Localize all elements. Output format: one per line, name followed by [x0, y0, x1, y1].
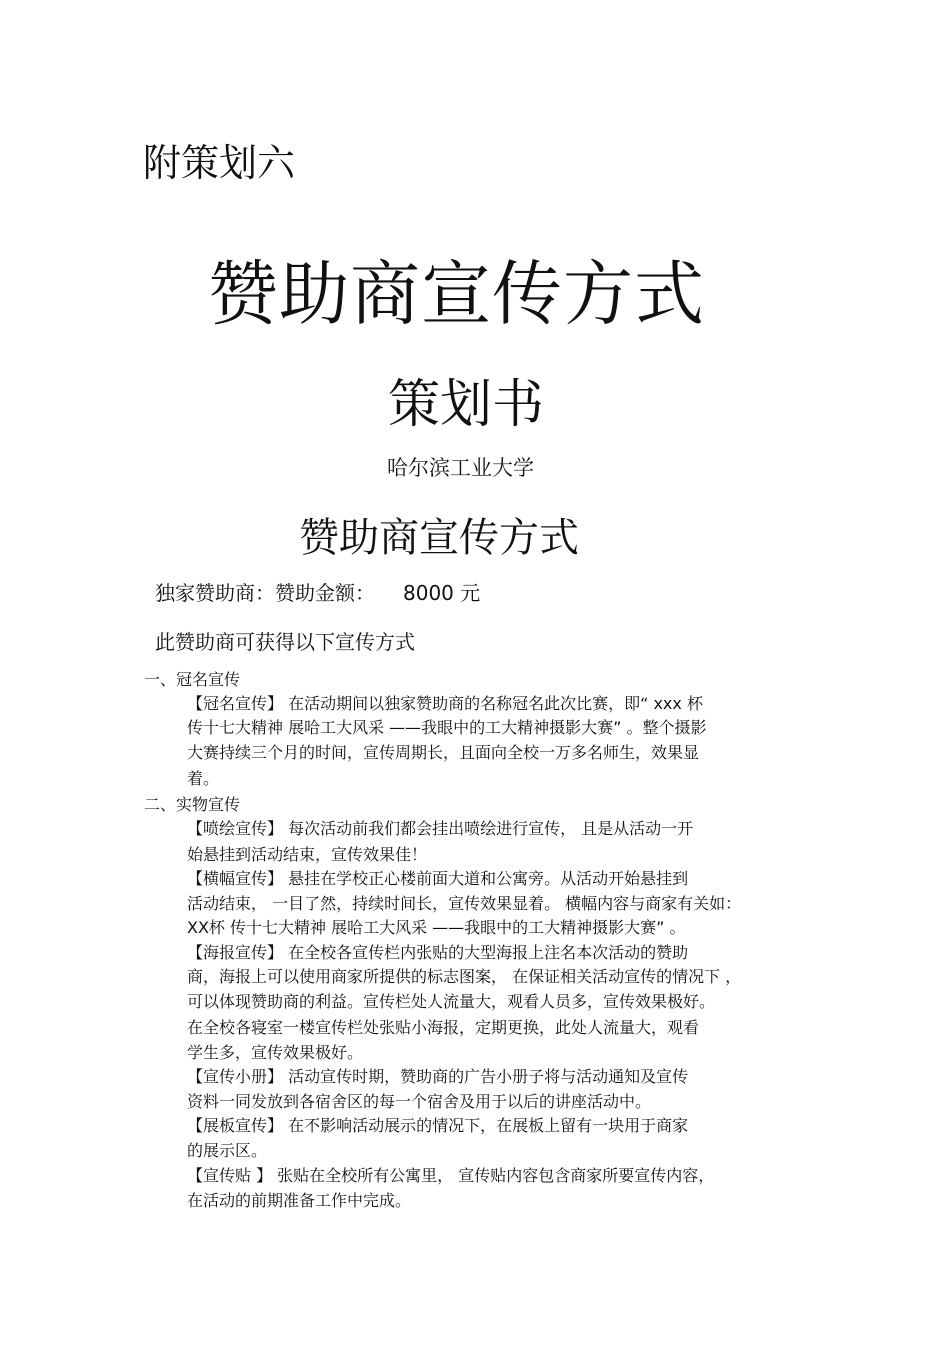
body-line: 【冠名宣传】 在活动期间以独家赞助商的名称冠名此次比赛，即“ xxx 杯 — [187, 694, 703, 713]
intro-text: 此赞助商可获得以下宣传方式 — [155, 630, 415, 654]
body-line: 商，海报上可以使用商家所提供的标志图案， 在保证相关活动宣传的情况下 ， — [187, 967, 742, 986]
main-title: 赞助商宣传方式 — [208, 253, 705, 335]
body-line: 【海报宣传】 在全校各宣传栏内张贴的大型海报上注名本次活动的赞助 — [187, 943, 689, 962]
body-line: 【喷绘宣传】 每次活动前我们都会挂出喷绘进行宣传， 且是从活动一开 — [187, 819, 694, 838]
body-line: 活动结束， 一目了然，持续时间长，宣传效果显着。 横幅内容与商家有关如： — [187, 894, 742, 913]
sponsor-label: 独家赞助商：赞助金额： — [155, 581, 375, 605]
sponsor-amount: 8000 元 — [403, 581, 481, 605]
body-line: 资料一同发放到各宿舍区的每一个宿舍及用于以后的讲座活动中。 — [187, 1092, 652, 1111]
body-line: 始悬挂到活动结束，宣传效果佳！ — [187, 845, 428, 864]
document-label: 附策划六 — [143, 141, 296, 185]
body-line: 在活动的前期准备工作中完成。 — [187, 1191, 412, 1210]
section-heading-physical: 二、实物宣传 — [144, 795, 241, 814]
sub-title: 策划书 — [388, 375, 545, 435]
section-heading-naming: 一、冠名宣传 — [144, 670, 241, 689]
body-line: 【宣传贴 】 张贴在全校所有公寓里， 宣传贴内容包含商家所要宣传内容， — [187, 1166, 715, 1185]
body-line: 学生多，宣传效果极好。 — [187, 1043, 364, 1062]
body-line: XX杯 传十七大精神 展哈工大风采 ——我眼中的工大精神摄影大赛” 。 — [187, 918, 686, 937]
body-line: 传十七大精神 展哈工大风采 ——我眼中的工大精神摄影大赛” 。整个摄影 — [187, 718, 707, 737]
body-line: 可以体现赞助商的利益。宣传栏处人流量大，观看人员多，宣传效果极好。 — [187, 992, 716, 1011]
body-line: 【横幅宣传】 悬挂在学校正心楼前面大道和公寓旁。从活动开始悬挂到 — [187, 869, 689, 888]
body-line: 【宣传小册】 活动宣传时期，赞助商的广告小册子将与活动通知及宣传 — [187, 1067, 689, 1086]
body-line: 在全校各寝室一楼宣传栏处张贴小海报，定期更换，此处人流量大，观看 — [187, 1018, 700, 1037]
section-title: 赞助商宣传方式 — [299, 515, 579, 561]
body-line: 大赛持续三个月的时间，宣传周期长，且面向全校一万多名师生，效果显 — [187, 743, 700, 762]
body-line: 的展示区。 — [187, 1141, 268, 1160]
body-line: 着。 — [187, 769, 220, 788]
body-line: 【展板宣传】 在不影响活动展示的情况下，在展板上留有一块用于商家 — [187, 1116, 689, 1135]
sponsor-line — [155, 577, 480, 606]
school-name: 哈尔滨工业大学 — [387, 456, 534, 480]
